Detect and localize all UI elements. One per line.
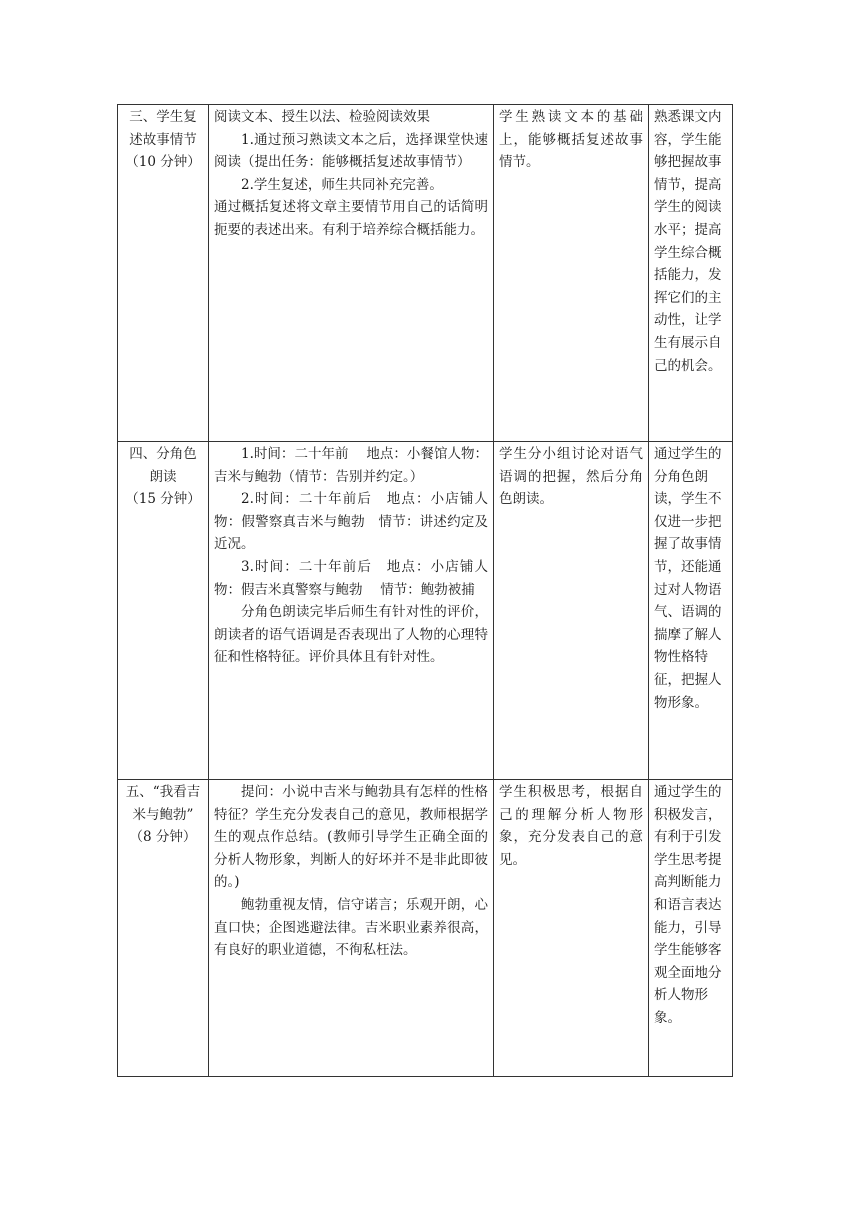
stage-duration: （15 分钟） xyxy=(125,491,201,508)
stage-title: 五、“我看吉米与鲍勃” xyxy=(125,784,201,823)
teacher-paragraph: 鲍勃重视友情，信守诺言；乐观开朗，心直口快；企图逃避法律。吉米职业素养很高，有良好的职业道德，不徇私枉法。 xyxy=(214,896,488,959)
student-activity-cell: 学生分小组讨论对语气语调的把握，然后分角色朗读。 xyxy=(494,442,649,780)
teacher-paragraph: 阅读文本、授生以法、检验阅读效果 xyxy=(214,109,430,125)
teacher-paragraph: 1.时间：二十年前 地点：小餐馆人物：吉米与鲍勃（情节：告别并约定。） xyxy=(214,446,488,485)
teacher-paragraph: 3.时间：二十年前后 地点：小店铺人物：假吉米真警察与鲍勃 情节：鲍勃被捕 xyxy=(214,558,488,598)
design-purpose-cell: 熟悉课文内容，学生能够把握故事情节，提高学生的阅读水平；提高学生综合概括能力，发挥它们的主动性，让学生有展示自己的机会。 xyxy=(649,105,733,442)
lesson-plan-table xyxy=(117,104,733,1077)
student-activity-cell: 学生积极思考，根据自己的理解分析人物形象，充分发表自己的意见。 xyxy=(494,780,649,1077)
table-row xyxy=(118,105,733,442)
teacher-paragraph: 1.通过预习熟读文本之后，选择课堂快速阅读（提出任务：能够概括复述故事情节） xyxy=(214,131,488,171)
teacher-paragraph: 通过概括复述将文章主要情节用自己的话简明扼要的表述出来。有利于培养综合概括能力。 xyxy=(214,199,488,238)
stage-title: 三、学生复述故事情节 xyxy=(129,109,197,148)
stage-cell xyxy=(118,442,209,780)
teacher-paragraph: 分角色朗读完毕后师生有针对性的评价，朗读者的语气语调是否表现出了人物的心理特征和性格特征。评价具体且有针对性。 xyxy=(214,604,488,666)
teacher-paragraph: 提问：小说中吉米与鲍勃具有怎样的性格特征？学生充分发表自己的意见，教师根据学生的观点作总结。(教师引导学生正确全面的分析人物形象，判断人的好坏并不是非此即彼的。) xyxy=(214,784,488,891)
design-purpose-cell: 通过学生的分角色朗读，学生不仅进一步把握了故事情节，还能通过对人物语气、语调的揣摩了解人物性格特征，把握人物形象。 xyxy=(649,442,733,780)
design-purpose-cell: 通过学生的积极发言，有利于引发学生思考提高判断能力和语言表达能力，引导学生能够客观全面地分析人物形象。 xyxy=(649,780,733,1077)
table-row xyxy=(118,780,733,1077)
stage-cell xyxy=(118,780,209,1077)
stage-duration: （10 分钟） xyxy=(125,154,201,171)
teacher-activity-cell xyxy=(209,442,494,780)
stage-title: 四、分角色朗读 xyxy=(129,446,197,485)
teacher-activity-cell xyxy=(209,105,494,442)
student-activity-cell: 学生熟读文本的基础上，能够概括复述故事情节。 xyxy=(494,105,649,442)
teacher-activity-cell xyxy=(209,780,494,1077)
stage-cell xyxy=(118,105,209,442)
teacher-paragraph: 2.学生复述，师生共同补充完善。 xyxy=(241,176,443,193)
table-row xyxy=(118,442,733,780)
stage-duration: （8 分钟） xyxy=(129,829,197,846)
teacher-paragraph: 2.时间：二十年前后 地点：小店铺人物：假警察真吉米与鲍勃 情节：讲述约定及近况。 xyxy=(214,491,488,553)
